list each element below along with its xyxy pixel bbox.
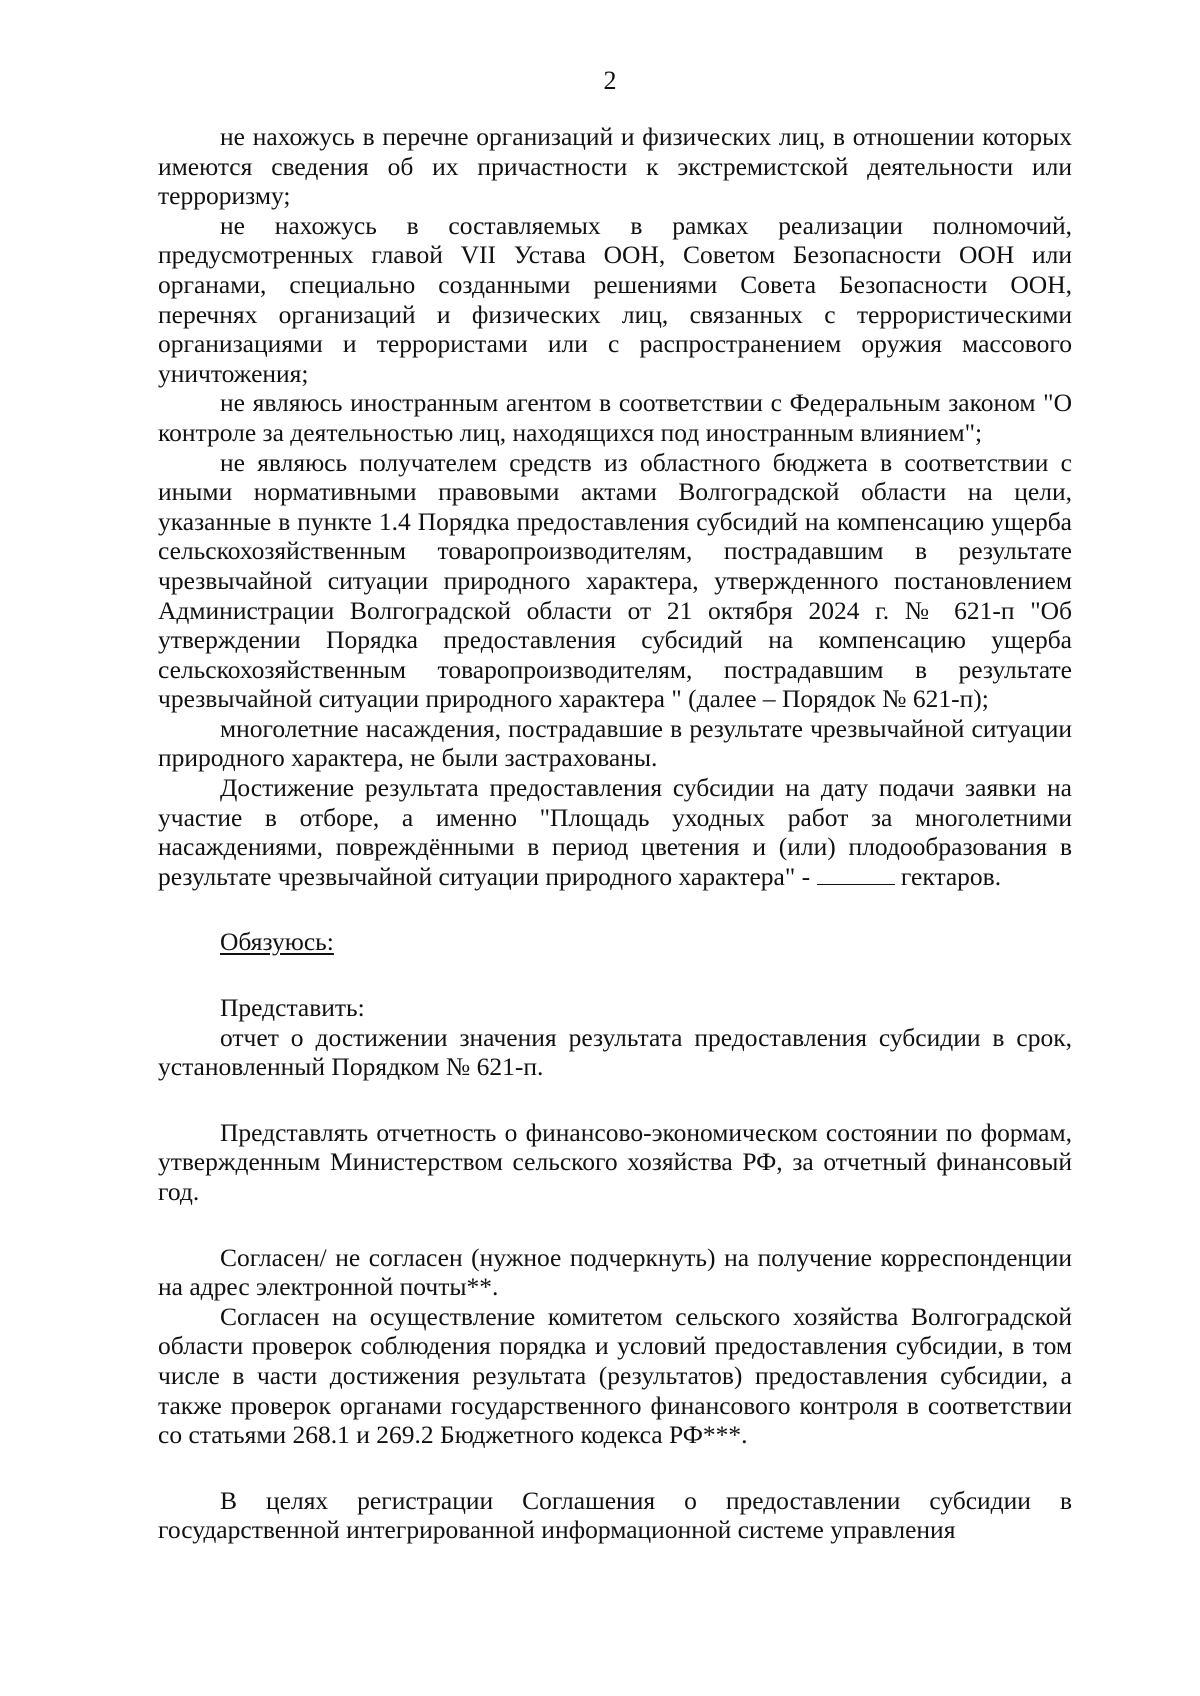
page-number: 2 (603, 66, 617, 95)
paragraph-reporting: Представлять отчетность о финансово-экономическом состоянии по формам, утвержденным Министерством сельского хозяйства РФ, за отчетный финансовый год. (158, 1117, 1072, 1206)
document-body (158, 122, 1072, 1545)
paragraph-insurance: многолетние насаждения, пострадавшие в результате чрезвычайной ситуации природного характера, не были застрахованы. (158, 713, 1072, 773)
result-unit: гектаров. (900, 861, 1002, 891)
paragraph-budget-funds: не являюсь получателем средств из областного бюджета в соответствии с иными нормативными правовыми актами Волгоградской области на цели, указанные в пункте 1.4 Порядка предоставления субсидий на компенсацию ущерба сельскохозяйственным товаропроизводителям, пострадавшим в результате чрезвычайной ситуации природного характера, утвержденного постановлением Администрации Волгоградской области от 21 октября 2024 г. № 621-п "Об утверждении Порядка предоставления субсидий на компенсацию ущерба сельскохозяйственным товаропроизводителям, пострадавшим в результате чрезвычайной ситуации природного характера " (далее – Порядок № 621-п); (158, 447, 1072, 714)
heading-obligate: Обязуюсь: (220, 927, 334, 957)
paragraph-email-consent: Согласен/ не согласен (нужное подчеркнуть) на получение корреспонденции на адрес электронной почты**. (158, 1242, 1072, 1302)
paragraph-report: отчет о достижении значения результата предоставления субсидии в срок, установленный Порядком № 621-п. (158, 1022, 1072, 1082)
paragraph-un-lists: не нахожусь в составляемых в рамках реализации полномочий, предусмотренных главой VII Устава ООН, Советом Безопасности ООН или органами, специально созданными решениями Совета Безопасности ООН, перечнях организаций и физических лиц, связанных с террористическими организациями и террористами или с распространением оружия массового уничтожения; (158, 210, 1072, 388)
paragraph-result-achievement (158, 773, 1072, 891)
paragraph-extremism-list: не нахожусь в перечне организаций и физических лиц, в отношении которых имеются сведения об их причастности к экстремистской деятельности или терроризму; (158, 122, 1072, 211)
paragraph-foreign-agent: не являюсь иностранным агентом в соответствии с Федеральным законом "О контроле за деятельностью лиц, находящихся под иностранным влиянием"; (158, 388, 1072, 447)
result-text: Достижение результата предоставления субсидии на дату подачи заявки на участие в отборе, а именно "Площадь уходных работ за многолетними насаждениями, повреждёнными в период цветения и (или) плодообразования в результате чрезвычайной ситуации природного характера" - (158, 773, 1072, 891)
paragraph-inspection-consent: Согласен на осуществление комитетом сельского хозяйства Волгоградской области проверок соблюдения порядка и условий предоставления субсидии, в том числе в части достижения результата (результатов) предоставления субсидии, а также проверок органами государственного финансового контроля в соответствии со статьями 268.1 и 269.2 Бюджетного кодекса РФ***. (158, 1301, 1072, 1450)
hectares-blank-field[interactable] (817, 864, 895, 885)
present-label: Представить: (220, 993, 365, 1023)
paragraph-agreement-registration: В целях регистрации Соглашения о предоставлении субсидии в государственной интегрированной информационной системе управления (158, 1485, 1072, 1545)
